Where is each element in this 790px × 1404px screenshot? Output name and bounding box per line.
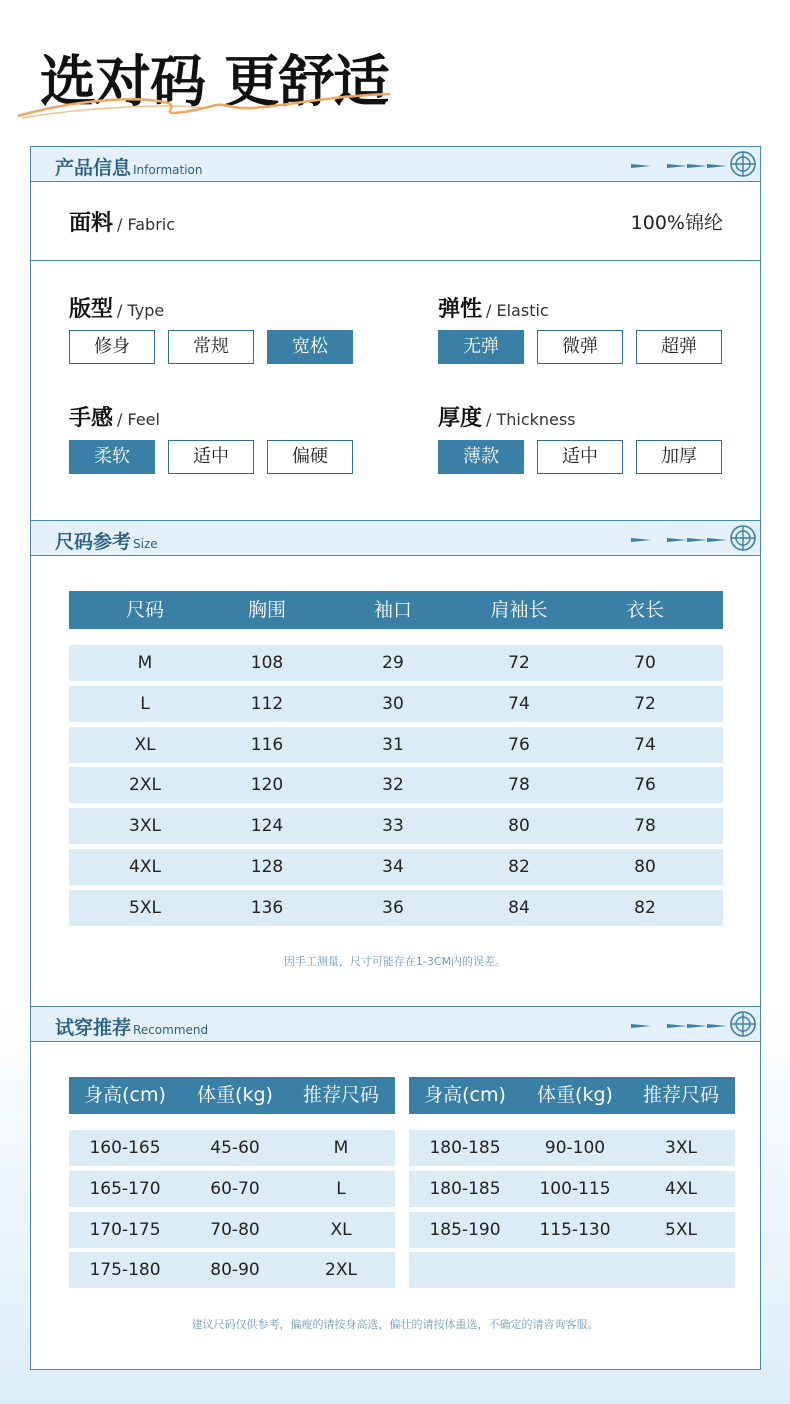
size-header <box>30 520 761 556</box>
header-cell: 尺码 <box>125 599 164 621</box>
recommend-row <box>409 1212 735 1248</box>
recommend-row <box>409 1171 735 1207</box>
recommend-cell: 175-180 <box>89 1260 161 1281</box>
header-cell: 袖口 <box>373 599 412 621</box>
header-cell: 身高(cm) <box>84 1084 166 1106</box>
size-table-row <box>69 645 723 681</box>
feel-option-medium[interactable]: 适中 <box>168 440 254 474</box>
size-cell: L <box>140 693 150 714</box>
size-cell: 31 <box>382 734 404 755</box>
recommend-cell: 2XL <box>325 1260 357 1281</box>
elastic-option-slight[interactable]: 微弹 <box>537 330 623 364</box>
size-table-row <box>69 808 723 844</box>
title-swoosh-decoration <box>14 82 394 126</box>
size-cell: 116 <box>250 734 284 755</box>
recommend-right-header <box>409 1077 735 1114</box>
elastic-option-none[interactable]: 无弹 <box>438 330 524 364</box>
page-title: 选对码 更舒适 <box>40 50 389 115</box>
size-cell: 74 <box>508 693 530 714</box>
type-label: 版型 / Type <box>69 297 165 322</box>
target-icon <box>729 524 757 552</box>
recommend-row <box>69 1252 395 1288</box>
header-cell: 推荐尺码 <box>642 1084 719 1106</box>
size-note: 因手工测量，尺寸可能存在1-3CM内的误差。 <box>283 955 507 968</box>
size-cell: 128 <box>250 857 284 877</box>
size-cell: 78 <box>634 816 656 837</box>
header-cell: 体重(kg) <box>197 1084 273 1106</box>
target-icon <box>729 150 757 178</box>
target-icon <box>729 1010 757 1038</box>
recommend-cell: 115-130 <box>539 1219 611 1240</box>
elastic-label: 弹性 / Elastic <box>438 297 549 322</box>
size-cell: XL <box>134 734 156 755</box>
header-cell: 推荐尺码 <box>302 1084 379 1106</box>
recommend-cell: 180-185 <box>429 1178 501 1199</box>
recommend-cell: 60-70 <box>210 1178 260 1199</box>
thickness-option-medium[interactable]: 适中 <box>537 440 623 474</box>
recommend-cell: 165-170 <box>89 1178 161 1199</box>
size-table-row <box>69 849 723 885</box>
recommend-cell: 100-115 <box>539 1178 611 1199</box>
type-option-fitted[interactable]: 修身 <box>69 330 155 364</box>
recommend-cell: 180-185 <box>429 1138 501 1158</box>
feel-label: 手感 / Feel <box>69 406 160 431</box>
recommend-row <box>69 1130 395 1166</box>
recommend-cell: 5XL <box>665 1219 697 1240</box>
recommend-note: 建议尺码仅供参考，偏瘦的请按身高选，偏壮的请按体重选，不确定的请咨询客服。 <box>191 1318 599 1331</box>
size-cell: 76 <box>634 775 656 796</box>
recommend-cell: 70-80 <box>210 1219 260 1240</box>
section-title: 尺码参考 Size <box>55 531 158 553</box>
size-cell: 29 <box>382 653 404 673</box>
recommend-cell: 90-100 <box>544 1138 606 1158</box>
recommend-cell: 45-60 <box>210 1138 260 1158</box>
type-option-regular[interactable]: 常规 <box>168 330 254 364</box>
header-cell: 身高(cm) <box>424 1084 506 1106</box>
size-cell: 33 <box>382 816 404 837</box>
section-title: 试穿推荐 Recommend <box>55 1017 209 1039</box>
size-cell: 108 <box>250 653 284 673</box>
recommend-cell: 80-90 <box>210 1260 260 1281</box>
recommend-cell: 3XL <box>665 1138 697 1158</box>
feel-option-soft[interactable]: 柔软 <box>69 440 155 474</box>
size-cell: 3XL <box>129 816 161 837</box>
size-cell: 78 <box>508 775 530 796</box>
size-cell: 112 <box>250 693 284 714</box>
thickness-option-thick[interactable]: 加厚 <box>636 440 722 474</box>
recommend-row <box>69 1212 395 1248</box>
size-cell: 82 <box>634 897 656 918</box>
size-cell: 5XL <box>129 897 161 918</box>
size-cell: 80 <box>634 857 656 877</box>
size-cell: 4XL <box>129 857 161 877</box>
recommend-cell: 170-175 <box>89 1219 161 1240</box>
size-cell: 32 <box>382 775 404 796</box>
size-cell: 84 <box>508 897 530 918</box>
header-cell: 肩袖长 <box>490 599 548 621</box>
product-info-header <box>30 146 761 182</box>
size-cell: 120 <box>250 775 284 796</box>
elastic-option-super[interactable]: 超弹 <box>636 330 722 364</box>
type-option-loose[interactable]: 宽松 <box>267 330 353 364</box>
recommend-left-header <box>69 1077 395 1114</box>
size-cell: 124 <box>250 816 284 837</box>
size-cell: 72 <box>634 693 656 714</box>
size-cell: 36 <box>382 897 404 918</box>
size-table-row <box>69 890 723 926</box>
thickness-option-thin[interactable]: 薄款 <box>438 440 524 474</box>
size-table-row <box>69 767 723 803</box>
fabric-value: 100%锦纶 <box>630 212 723 234</box>
recommend-cell: XL <box>330 1219 352 1240</box>
recommend-row <box>409 1130 735 1166</box>
header-cell: 衣长 <box>625 599 664 621</box>
size-cell: 34 <box>382 857 404 877</box>
size-cell: 136 <box>250 897 284 918</box>
size-cell: 2XL <box>129 775 161 796</box>
recommend-header <box>30 1006 761 1042</box>
recommend-cell: 4XL <box>665 1178 697 1199</box>
feel-option-hard[interactable]: 偏硬 <box>267 440 353 474</box>
recommend-cell: L <box>336 1178 346 1199</box>
thickness-label: 厚度 / Thickness <box>438 406 576 431</box>
recommend-cell: 185-190 <box>429 1219 501 1240</box>
size-cell: M <box>137 653 153 673</box>
recommend-row <box>409 1252 735 1288</box>
size-table-header <box>69 591 723 629</box>
size-cell: 74 <box>634 734 656 755</box>
fabric-label: 面料 / Fabric <box>69 211 176 236</box>
header-cell: 胸围 <box>247 599 286 621</box>
size-cell: 30 <box>382 693 404 714</box>
header-cell: 体重(kg) <box>537 1084 613 1106</box>
recommend-row <box>69 1171 395 1207</box>
size-cell: 72 <box>508 653 530 673</box>
size-cell: 80 <box>508 816 530 837</box>
size-cell: 70 <box>634 653 656 673</box>
divider <box>30 260 761 261</box>
recommend-cell: 160-165 <box>89 1138 161 1158</box>
size-cell: 76 <box>508 734 530 755</box>
recommend-cell: M <box>333 1138 349 1158</box>
size-table-row <box>69 686 723 722</box>
section-title: 产品信息 Information <box>55 157 203 179</box>
size-cell: 82 <box>508 857 530 877</box>
size-table-row <box>69 727 723 763</box>
